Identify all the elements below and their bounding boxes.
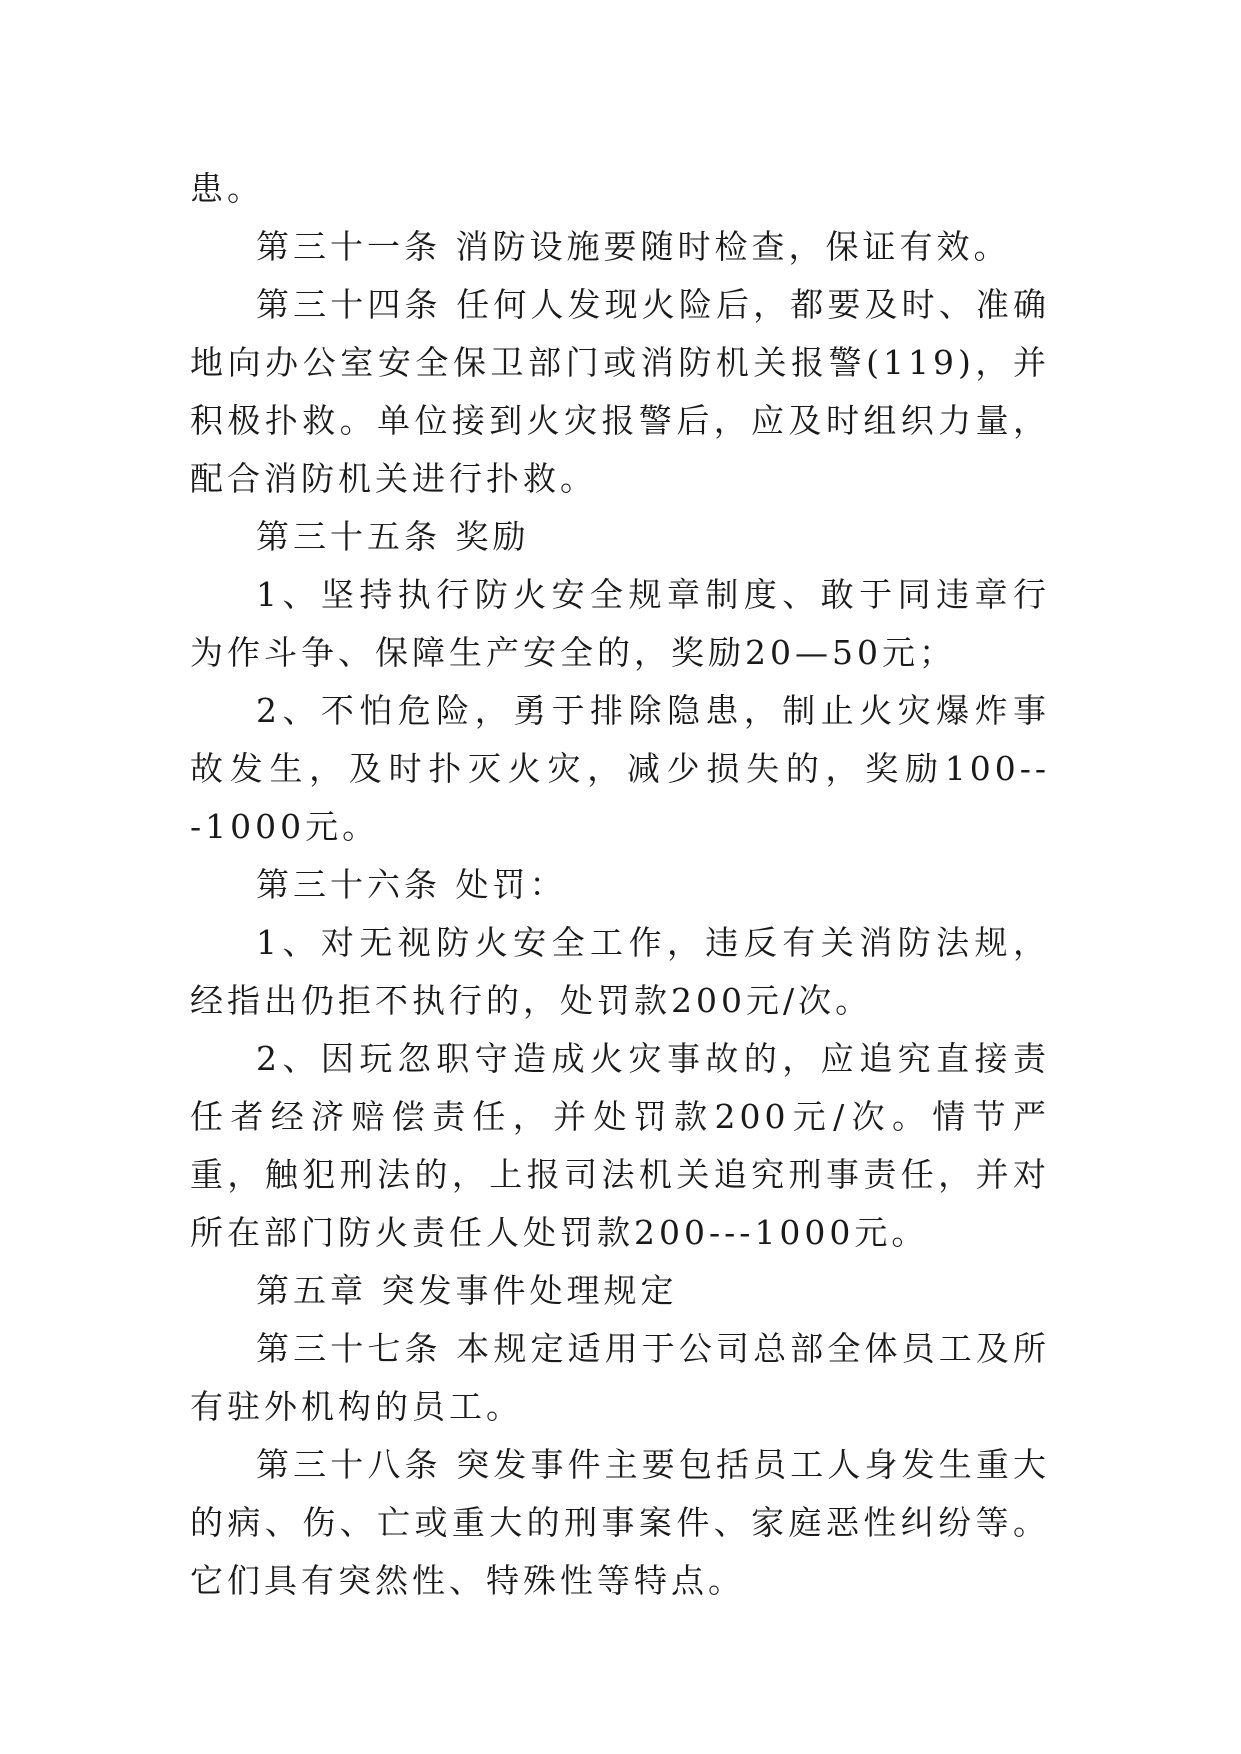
paragraph-reward-item-2: 2、不怕危险，勇于排除隐患，制止火灾爆炸事故发生，及时扑灭火灾，减少损失的，奖励100---1000元。 [190, 691, 1050, 846]
paragraph-penalty-item-2: 2、因玩忽职守造成火灾事故的，应追究直接责任者经济赔偿责任，并处罚款200元/次。情节严重，触犯刑法的，上报司法机关追究刑事责任，并对所在部门防火责任人处罚款200---1000元。 [190, 1039, 1050, 1252]
chapter-5-heading: 第五章 突发事件处理规定 [256, 1271, 678, 1310]
paragraph-article-38: 第三十八条 突发事件主要包括员工人身发生重大的病、伤、亡或重大的刑事案件、家庭恶性纠纷等。它们具有突然性、特殊性等特点。 [190, 1445, 1050, 1600]
paragraph-article-36-heading: 第三十六条 处罚： [256, 865, 567, 904]
document-body [190, 160, 1050, 1610]
paragraph-reward-item-1: 1、坚持执行防火安全规章制度、敢于同违章行为作斗争、保障生产安全的，奖励20—50元； [190, 575, 1050, 672]
paragraph-article-31: 第三十一条 消防设施要随时检查，保证有效。 [256, 227, 1011, 266]
paragraph-article-35-heading: 第三十五条 奖励 [256, 517, 530, 556]
paragraph-continuation: 患。 [190, 169, 264, 208]
paragraph-penalty-item-1: 1、对无视防火安全工作，违反有关消防法规，经指出仍拒不执行的，处罚款200元/次。 [190, 923, 1050, 1020]
paragraph-article-34: 第三十四条 任何人发现火险后，都要及时、准确地向办公室安全保卫部门或消防机关报警(119)，并积极扑救。单位接到火灾报警后，应及时组织力量，配合消防机关进行扑救。 [190, 285, 1050, 498]
paragraph-article-37: 第三十七条 本规定适用于公司总部全体员工及所有驻外机构的员工。 [190, 1329, 1050, 1426]
